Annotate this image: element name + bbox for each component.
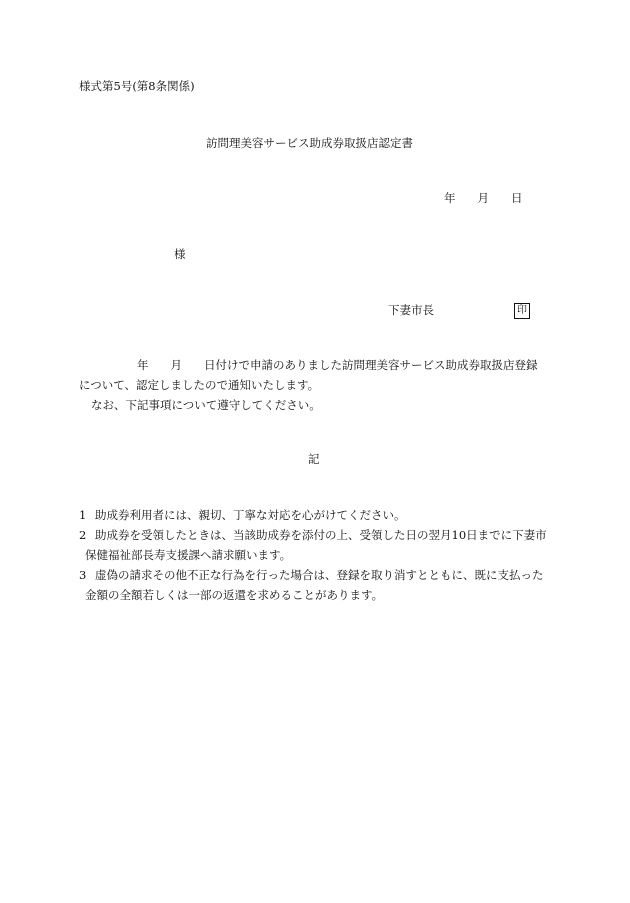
document-title: 訪問理美容サービス助成券取扱店認定書 bbox=[206, 136, 413, 150]
notes-list bbox=[79, 510, 559, 610]
date-year: 年 bbox=[444, 191, 456, 205]
note-item-1 bbox=[79, 510, 559, 530]
body-year: 年 bbox=[137, 358, 149, 372]
body-line-3: なお、下記事項について遵守してください。 bbox=[91, 398, 321, 412]
body-line-1 bbox=[79, 360, 554, 380]
note-number: 1 bbox=[79, 508, 87, 522]
body-paragraph bbox=[79, 360, 554, 420]
note-item-3 bbox=[79, 570, 559, 590]
body-line-1-rest: 日付けで申請のありました訪問理美容サービス助成券取扱店登録 bbox=[204, 358, 538, 372]
form-number: 様式第5号(第8条関係) bbox=[79, 79, 195, 93]
note-text: 虚偽の請求その他不正な行為を行った場合は、登録を取り消すとともに、既に支払った bbox=[95, 568, 544, 582]
note-item-2 bbox=[79, 530, 559, 550]
note-number: 3 bbox=[79, 568, 87, 582]
note-text: 助成券利用者には、親切、丁寧な対応を心がけてください。 bbox=[95, 508, 406, 522]
addressee-suffix: 様 bbox=[174, 247, 186, 261]
body-line-2: について、認定しましたので通知いたします。 bbox=[79, 378, 320, 392]
date-month: 月 bbox=[477, 191, 489, 205]
seal-stamp: 印 bbox=[514, 303, 530, 319]
issuer: 下妻市長 bbox=[388, 303, 434, 317]
note-number: 2 bbox=[79, 528, 87, 542]
note-text: 助成券を受領したときは、当該助成券を添付の上、受領した日の翌月10日までに下妻市 bbox=[95, 528, 547, 542]
date-line bbox=[444, 193, 523, 205]
note-item-3-continued: 金額の全額若しくは一部の返還を求めることがあります。 bbox=[85, 588, 384, 602]
ki-heading: 記 bbox=[308, 452, 320, 466]
body-month: 月 bbox=[170, 358, 182, 372]
date-day: 日 bbox=[511, 191, 523, 205]
note-item-2-continued: 保健福祉部長寿支援課へ請求願います。 bbox=[85, 548, 292, 562]
